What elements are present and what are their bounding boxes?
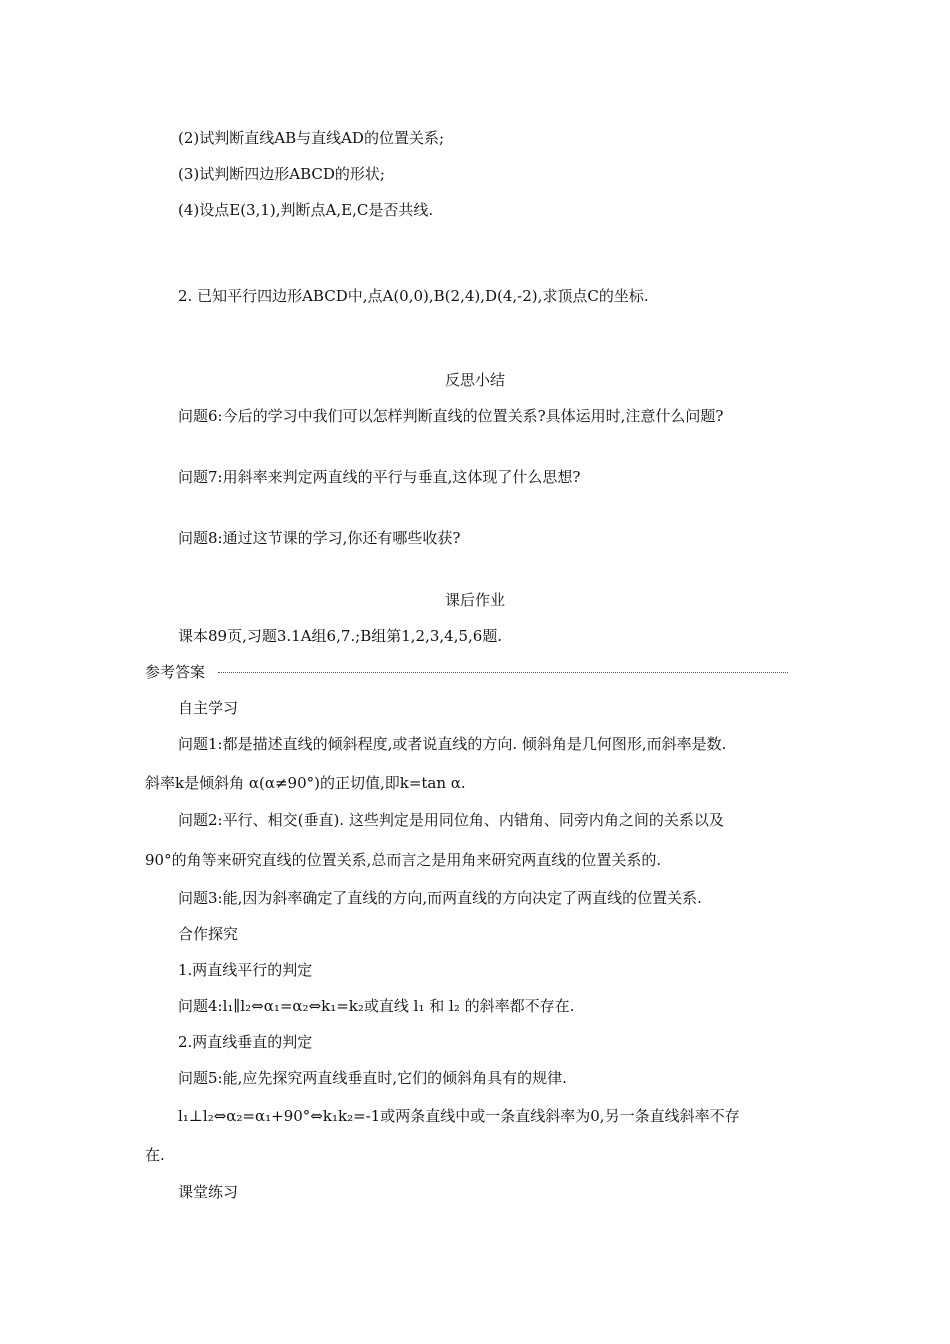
answers-heading: 参考答案 <box>145 663 206 681</box>
answer-3: 问题3:能,因为斜率确定了直线的方向,而两直线的方向决定了两直线的位置关系. <box>178 889 702 907</box>
dotted-divider <box>218 672 788 673</box>
question-7: 问题7:用斜率来判定两直线的平行与垂直,这体现了什么思想? <box>178 468 581 486</box>
homework-text: 课本89页,习题3.1A组6,7.;B组第1,2,3,4,5,6题. <box>178 627 503 645</box>
exercise-item-3: (3)试判断四边形ABCD的形状; <box>178 165 385 183</box>
problem-2: 2. 已知平行四边形ABCD中,点A(0,0),B(2,4),D(4,-2),求顶点C的坐标. <box>178 287 649 305</box>
answer-4: 问题4:l₁∥l₂⇔α₁=α₂⇔k₁=k₂或直线 l₁ 和 l₂ 的斜率都不存在. <box>178 997 575 1015</box>
section-2-title: 2.两直线垂直的判定 <box>178 1033 313 1051</box>
exercise-item-2: (2)试判断直线AB与直线AD的位置关系; <box>178 129 445 147</box>
exercise-item-4: (4)设点E(3,1),判断点A,E,C是否共线. <box>178 201 434 219</box>
answer-1-line-1: 问题1:都是描述直线的倾斜程度,或者说直线的方向. 倾斜角是几何图形,而斜率是数. <box>178 735 727 753</box>
answer-5: 问题5:能,应先探究两直线垂直时,它们的倾斜角具有的规律. <box>178 1069 567 1087</box>
answer-2-line-1: 问题2:平行、相交(垂直). 这些判定是用同位角、内错角、同旁内角之间的关系以及 <box>178 811 724 829</box>
answer-5-line-3: 在. <box>145 1146 165 1164</box>
question-8: 问题8:通过这节课的学习,你还有哪些收获? <box>178 529 461 547</box>
question-6: 问题6:今后的学习中我们可以怎样判断直线的位置关系?具体运用时,注意什么问题? <box>178 407 724 425</box>
answer-1-line-2: 斜率k是倾斜角 α(α≠90°)的正切值,即k=tan α. <box>145 774 466 792</box>
answer-2-line-2: 90°的角等来研究直线的位置关系,总而言之是用角来研究两直线的位置关系的. <box>145 851 662 869</box>
homework-title: 课后作业 <box>444 591 505 609</box>
coop-heading: 合作探究 <box>178 925 239 943</box>
reflection-title: 反思小结 <box>444 371 505 389</box>
answer-5-line-2: l₁⊥l₂⇔α₂=α₁+90°⇔k₁k₂=-1或两条直线中或一条直线斜率为0,另一条直线斜率不存 <box>178 1107 740 1125</box>
section-1-title: 1.两直线平行的判定 <box>178 961 313 979</box>
self-study-heading: 自主学习 <box>178 699 239 717</box>
classroom-heading: 课堂练习 <box>178 1183 239 1201</box>
